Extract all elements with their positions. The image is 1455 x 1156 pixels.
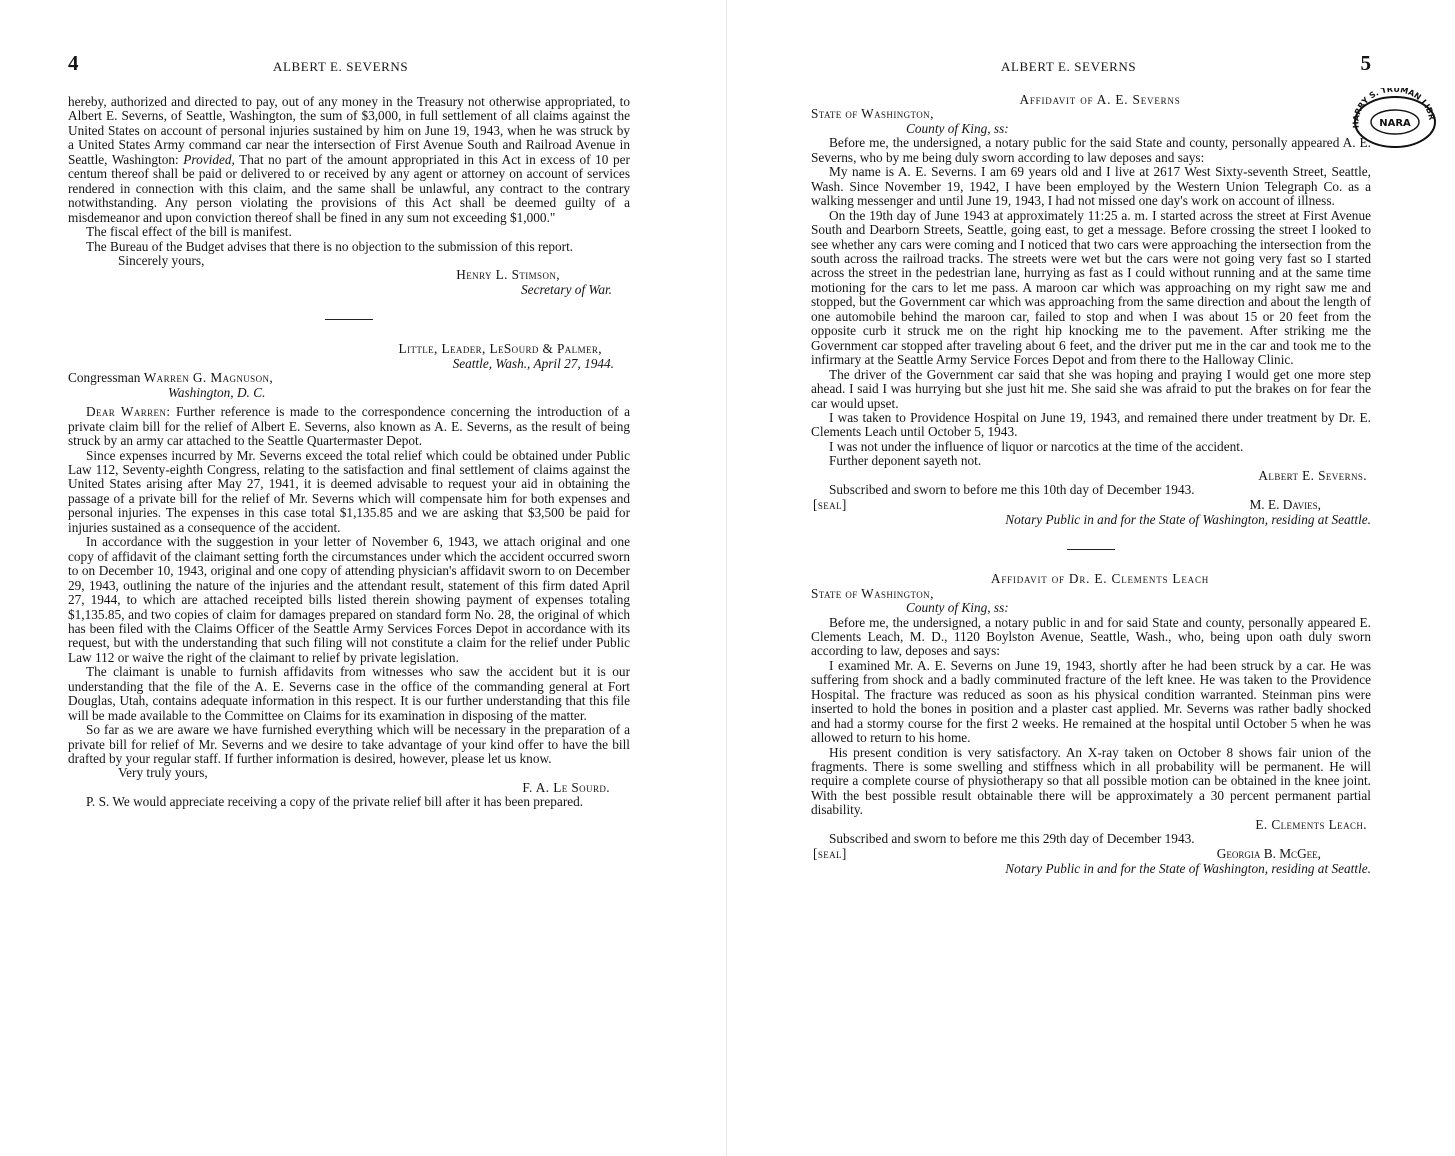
stamp-seal-icon: [1345, 88, 1443, 150]
letter-paragraph: In accordance with the suggestion in your letter of November 6, 1943, we attach original and one copy of affidavit of the claimant setting forth the circumstances under which the accident occurred sworn to on December 10, 1943, original and one copy of attending physician's affidavit sworn to on December 29, 1943, outlining the nature of the injuries and the attendant result, statement of this firm dated April 27, 1944, to which are attached receipted bills listed therein showing payment of expenses totaling $1,135.85, and two copies of claim for damages prepared on standard form No. 28, the original of which has been filed with the Claims Officer of the Seattle Army Services Forces Depot in accordance with its request, but with the understanding that such filing will not constitute a claim for the relief under Public Law 112 or waive the right of the claimant to relief by private legislation.: [68, 534, 630, 665]
addressee-place: Washington, D. C.: [168, 384, 266, 400]
state-line: State of Washington,: [811, 585, 934, 601]
affidavit-paragraph: On the 19th day of June 1943 at approximately 11:25 a. m. I started across the street at First Avenue South and Dearborn Streets, Seattle, going east, to get a message. Before crossing the street I looked to see whether any cars were coming and I noticed that two cars were approaching the intersection from the south across the railroad tracks. The streets were wet but the cars were not going very fast so I started across the street in the pedestrian lane, hurrying as fast as I could without running and at the same time motioning for the cars to let me pass. A maroon car which was approaching on my right saw me and stopped, but the Government car which was approaching from the same direction and about the length of one automobile behind the maroon car, failed to stop and when I was about 15 or 20 feet from the opposite curb it struck me on the right hip knocking me to the pavement. After striking me the Government car stopped after traveling about 6 feet, and the driver put me in the car and took me to the infirmary at the Seattle Army Service Forces Depot and from there to the Halloway Clinic.: [811, 207, 1371, 368]
seal-line: [811, 498, 1371, 513]
section-divider: [1067, 549, 1115, 550]
fiscal-effect-text: The fiscal effect of the bill is manifest.: [86, 224, 292, 240]
letter-paragraph: The claimant is unable to furnish affidavits from witnesses who saw the accident but it is our understanding that the file of the A. E. Severns case in the office of the commanding general at Fort Douglas, Utah, contains adequate information in this respect. It is our further understanding that this file will be made available to the Committee on Claims for its examination in disposing of the matter.: [68, 664, 630, 723]
svg-text:HARRY S. TRUMAN LIBRARY: HARRY S. TRUMAN LIBR: [1351, 88, 1437, 129]
seal-mark: [seal]: [813, 845, 847, 861]
notary-signature: M. E. Davies,: [1249, 496, 1321, 512]
letter-paragraph: So far as we are aware we have furnished everything which will be necessary in the preparation of a private bill for relief of Mr. Severns and we desire to take advantage of your kind offer to have the bill drafted by your regular staff. If further information is desired, however, please let us know.: [68, 722, 630, 767]
page-number-left: 4: [68, 51, 79, 75]
affidavit-paragraph: The driver of the Government car said that she was hoping and praying I would get one more step ahead. I said I was hurrying but she just hit me. She said she was afraid to put the brakes on for fear the car would upset.: [811, 366, 1371, 411]
section-divider: [325, 319, 373, 320]
letter-tail-paragraph: hereby, authorized and directed to pay, out of any money in the Treasury not otherwise appropriated, to Albert E. Severns, of Seattle, Washington, the sum of $3,000, in full settlement of all claims against the United States on account of personal injuries sustained by him on June 19, 1943, when he was struck by a United States Army command car near the intersection of First Avenue South and Railroad Avenue in Seattle, Washington: Provided, That no part of the amount appropriated in this Act in excess of 10 per centum thereof shall be paid or delivered to or received by any agent or attorney on account of services rendered in connection with this claim, and the same shall be unlawful, any contract to the contrary notwithstanding. Any person violating the provisions of this Act shall be deemed guilty of a misdemeanor and upon conviction thereof shall be fined in any sum not exceeding $1,000.": [68, 94, 630, 225]
closing-text: Sincerely yours,: [118, 252, 205, 268]
lesourd-signature: F. A. Le Sourd.: [522, 779, 610, 795]
letterhead: Little, Leader, LeSourd & Palmer,: [398, 341, 602, 357]
letter-paragraph: Since expenses incurred by Mr. Severns exceed the total relief which could be obtained under Public Law 112, Seventy-eighth Congress, relating to the satisfaction and final settlement of claims against the United States arising after May 27, 1941, it is deemed advisable to request your aid in obtaining the passage of a private bill for the relief of Mr. Severns which will compensate him for both expenses and personal injuries. The expenses in this case total $1,135.85 and we are asking that $3,500 be paid for injuries sustained as a consequence of the accident.: [68, 447, 630, 535]
affidavit-heading: Affidavit of Dr. E. Clements Leach: [990, 571, 1210, 587]
subscribed-text: Subscribed and sworn to before me this 10th day of December 1943.: [829, 482, 1195, 498]
seal-line: [811, 847, 1371, 862]
postscript: P. S. We would appreciate receiving a copy of the private relief bill after it has been prepared.: [86, 794, 584, 810]
subscribed-text: Subscribed and sworn to before me this 29th day of December 1943.: [829, 831, 1195, 847]
right-page: [727, 0, 1455, 1156]
place-date: Seattle, Wash., April 27, 1944.: [452, 355, 614, 371]
closing-text: Very truly yours,: [118, 765, 208, 781]
right-page-header: [811, 51, 1371, 80]
stimson-title: Secretary of War.: [521, 281, 612, 297]
stimson-signature: Henry L. Stimson,: [456, 267, 560, 283]
affidavit-intro: Before me, the undersigned, a notary public for the said State and county, personally appeared A. E. Severns, who by me being duly sworn according to law deposes and says:: [811, 135, 1371, 165]
county-line: County of King, ss:: [906, 120, 1009, 136]
affidavit-intro: Before me, the undersigned, a notary public in and for said State and county, personally appeared E. Clements Leach, M. D., 1120 Boylston Avenue, Seattle, Wash., who, being upon oath duly sworn according to law, deposes and says:: [811, 614, 1371, 659]
notary-signature: Georgia B. McGee,: [1216, 845, 1321, 861]
addressee-line: Congressman Warren G. Magnuson,: [68, 370, 274, 386]
right-column: [811, 93, 1371, 876]
affidavit-paragraph: His present condition is very satisfactory. An X-ray taken on October 8 shows fair union of the fragments. There is some swelling and stiffness which in all probability will be permanent. He will require a complete course of physiotherapy so that all possible motion can be obtained in the knee joint. With the best possible result obtainable there will be approximately a 30 percent permanent partial disability.: [811, 744, 1371, 818]
truman-library-stamp: [1345, 88, 1443, 150]
left-page-header: [68, 51, 636, 80]
left-column: [68, 95, 630, 810]
affidavit-paragraph: My name is A. E. Severns. I am 69 years old and I live at 2617 West Sixty-seventh Street, Seattle, Wash. Since November 19, 1942, I have been employed by the Western Union Telegraph Co. as a walking messenger and until June 19, 1943, I had not missed one day's work on account of illness.: [811, 164, 1371, 209]
svg-text:NARA: NARA: [1379, 118, 1411, 129]
left-page: [0, 0, 727, 1156]
notary-title: Notary Public in and for the State of Washington, residing at Seattle.: [1005, 860, 1371, 876]
affidavit-paragraph: I was taken to Providence Hospital on June 19, 1943, and remained there under treatment by Dr. E. Clements Leach until October 5, 1943.: [811, 409, 1371, 440]
severns-signature: Albert E. Severns.: [1258, 467, 1367, 483]
state-line: State of Washington,: [811, 106, 934, 122]
affidavit-paragraph: I was not under the influence of liquor or narcotics at the time of the accident.: [829, 438, 1244, 454]
letter-paragraph: Dear Warren: Further reference is made to the correspondence concerning the introduction of a private claim bill for the relief of Albert E. Severns, also known as A. E. Severns, as the result of being struck by an army car attached to the Seattle Quartermaster Depot.: [68, 404, 631, 449]
affidavit-paragraph: I examined Mr. A. E. Severns on June 19, 1943, shortly after he had been struck by a car. He was suffering from shock and a badly comminuted fracture of the left knee. He was taken to the Providence Hospital. The fracture was reduced as soon as his physical condition warranted. Steinman pins were inserted to hold the bones in position and a plaster cast applied. Mr. Severns was rather badly shocked and had a stormy course for the first 2 weeks. He remained at the hospital until October 5 when he was allowed to return to his home.: [811, 657, 1371, 746]
affidavit-paragraph: Further deponent sayeth not.: [829, 453, 982, 469]
running-head-right: ALBERT E. SEVERNS: [1001, 59, 1137, 74]
running-head-left: ALBERT E. SEVERNS: [273, 59, 409, 74]
county-line: County of King, ss:: [906, 600, 1009, 616]
leach-signature: E. Clements Leach.: [1255, 816, 1367, 832]
budget-bureau-text: The Bureau of the Budget advises that there is no objection to the submission of this report.: [86, 238, 574, 254]
affidavit-heading: Affidavit of A. E. Severns: [1019, 92, 1181, 107]
seal-mark: [seal]: [813, 496, 847, 512]
page-number-right: 5: [1360, 51, 1371, 75]
notary-title: Notary Public in and for the State of Washington, residing at Seattle.: [1005, 511, 1371, 527]
